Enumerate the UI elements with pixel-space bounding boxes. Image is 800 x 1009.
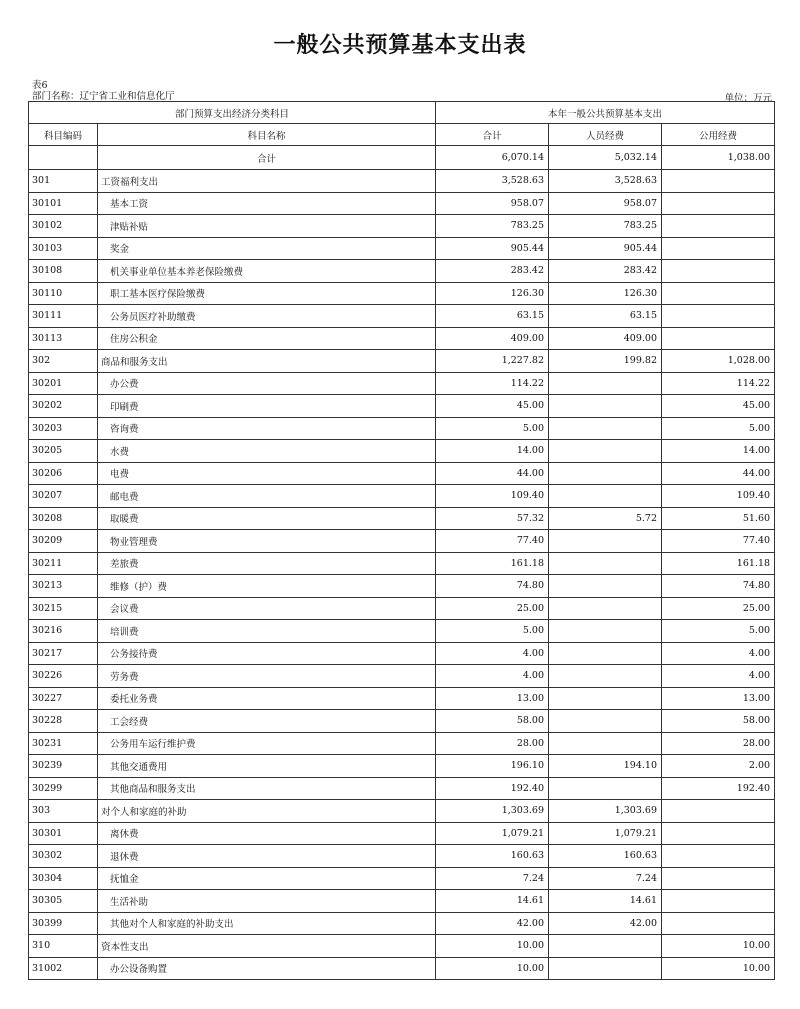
row-public: 10.00	[662, 957, 775, 980]
row-name: 离休费	[98, 822, 436, 845]
table-row	[29, 440, 775, 463]
row-name: 机关事业单位基本养老保险缴费	[98, 260, 436, 283]
row-public: 10.00	[662, 935, 775, 958]
row-personnel: 1,303.69	[549, 800, 662, 823]
row-code: 30110	[29, 282, 98, 305]
header-total: 合计	[436, 124, 549, 146]
table-row	[29, 372, 775, 395]
row-personnel	[549, 732, 662, 755]
row-total: 409.00	[436, 327, 549, 350]
row-name: 职工基本医疗保险缴费	[98, 282, 436, 305]
row-public: 109.40	[662, 485, 775, 508]
row-public: 25.00	[662, 597, 775, 620]
row-name: 公务接待费	[98, 642, 436, 665]
table-row	[29, 912, 775, 935]
table-row	[29, 552, 775, 575]
table-row	[29, 305, 775, 328]
row-public: 192.40	[662, 777, 775, 800]
row-code: 30202	[29, 395, 98, 418]
row-name: 培训费	[98, 620, 436, 643]
row-total: 14.00	[436, 440, 549, 463]
row-code: 310	[29, 935, 98, 958]
row-code: 30211	[29, 552, 98, 575]
row-public: 44.00	[662, 462, 775, 485]
row-public: 1,028.00	[662, 350, 775, 373]
total-personnel: 5,032.14	[549, 146, 662, 170]
table-row	[29, 867, 775, 890]
row-code: 30103	[29, 237, 98, 260]
row-name: 水费	[98, 440, 436, 463]
row-public	[662, 327, 775, 350]
table-row	[29, 530, 775, 553]
total-code	[29, 146, 98, 170]
row-personnel	[549, 552, 662, 575]
page-title: 一般公共预算基本支出表	[273, 33, 527, 58]
row-personnel: 283.42	[549, 260, 662, 283]
row-name: 其他商品和服务支出	[98, 777, 436, 800]
row-personnel: 42.00	[549, 912, 662, 935]
row-total: 1,303.69	[436, 800, 549, 823]
row-personnel	[549, 575, 662, 598]
row-name: 退休费	[98, 845, 436, 868]
row-personnel	[549, 935, 662, 958]
row-code: 30228	[29, 710, 98, 733]
row-total: 4.00	[436, 665, 549, 688]
row-total: 114.22	[436, 372, 549, 395]
row-public: 45.00	[662, 395, 775, 418]
row-total: 58.00	[436, 710, 549, 733]
row-personnel	[549, 372, 662, 395]
row-code: 30209	[29, 530, 98, 553]
row-total: 13.00	[436, 687, 549, 710]
table-row	[29, 170, 775, 193]
row-code: 30305	[29, 890, 98, 913]
row-name: 取暖费	[98, 507, 436, 530]
row-code: 30216	[29, 620, 98, 643]
row-personnel	[549, 642, 662, 665]
row-public	[662, 282, 775, 305]
table-row	[29, 485, 775, 508]
row-code: 30299	[29, 777, 98, 800]
row-name: 对个人和家庭的补助	[98, 800, 436, 823]
row-name: 抚恤金	[98, 867, 436, 890]
table-row	[29, 732, 775, 755]
row-code: 30208	[29, 507, 98, 530]
unit-label: 单位：万元	[724, 93, 772, 104]
row-code: 30101	[29, 192, 98, 215]
row-personnel: 3,528.63	[549, 170, 662, 193]
row-name: 商品和服务支出	[98, 350, 436, 373]
header-column-row	[29, 124, 775, 146]
row-name: 咨询费	[98, 417, 436, 440]
row-public: 2.00	[662, 755, 775, 778]
row-total: 5.00	[436, 417, 549, 440]
row-code: 30113	[29, 327, 98, 350]
row-public	[662, 822, 775, 845]
row-public: 58.00	[662, 710, 775, 733]
row-name: 维修（护）费	[98, 575, 436, 598]
row-public	[662, 192, 775, 215]
table-row	[29, 575, 775, 598]
row-name: 会议费	[98, 597, 436, 620]
row-code: 30108	[29, 260, 98, 283]
total-public: 1,038.00	[662, 146, 775, 170]
row-total: 5.00	[436, 620, 549, 643]
table-row	[29, 215, 775, 238]
row-code: 30201	[29, 372, 98, 395]
row-personnel	[549, 620, 662, 643]
row-code: 30227	[29, 687, 98, 710]
row-name: 公务员医疗补助缴费	[98, 305, 436, 328]
row-personnel	[549, 777, 662, 800]
table-row	[29, 687, 775, 710]
table-row	[29, 260, 775, 283]
table-row	[29, 462, 775, 485]
row-personnel: 14.61	[549, 890, 662, 913]
row-personnel: 199.82	[549, 350, 662, 373]
row-personnel	[549, 597, 662, 620]
table-row	[29, 395, 775, 418]
row-code: 30231	[29, 732, 98, 755]
row-public	[662, 800, 775, 823]
row-name: 基本工资	[98, 192, 436, 215]
table-row	[29, 755, 775, 778]
row-personnel: 63.15	[549, 305, 662, 328]
row-total: 25.00	[436, 597, 549, 620]
row-public	[662, 867, 775, 890]
row-public: 5.00	[662, 620, 775, 643]
table-row	[29, 665, 775, 688]
row-public: 5.00	[662, 417, 775, 440]
row-personnel	[549, 417, 662, 440]
row-name: 委托业务费	[98, 687, 436, 710]
row-public: 114.22	[662, 372, 775, 395]
row-code: 30207	[29, 485, 98, 508]
table-row	[29, 327, 775, 350]
row-total: 44.00	[436, 462, 549, 485]
row-code: 303	[29, 800, 98, 823]
row-total: 57.32	[436, 507, 549, 530]
table-row	[29, 957, 775, 980]
table-row	[29, 507, 775, 530]
row-name: 办公费	[98, 372, 436, 395]
row-total: 783.25	[436, 215, 549, 238]
table-row	[29, 777, 775, 800]
row-total: 905.44	[436, 237, 549, 260]
department-name: 部门名称：辽宁省工业和信息化厅	[32, 91, 175, 102]
table-row	[29, 642, 775, 665]
table-row	[29, 192, 775, 215]
header-code: 科目编码	[29, 124, 98, 146]
row-code: 301	[29, 170, 98, 193]
row-total: 192.40	[436, 777, 549, 800]
table-row	[29, 417, 775, 440]
row-code: 30239	[29, 755, 98, 778]
row-name: 奖金	[98, 237, 436, 260]
row-personnel: 958.07	[549, 192, 662, 215]
row-total: 74.80	[436, 575, 549, 598]
row-name: 电费	[98, 462, 436, 485]
row-personnel	[549, 395, 662, 418]
header-personnel: 人员经费	[549, 124, 662, 146]
row-public	[662, 260, 775, 283]
table-row	[29, 890, 775, 913]
row-public: 4.00	[662, 642, 775, 665]
row-personnel: 783.25	[549, 215, 662, 238]
header-classification-group: 部门预算支出经济分类科目	[29, 102, 436, 124]
row-name: 津贴补贴	[98, 215, 436, 238]
row-total: 10.00	[436, 935, 549, 958]
row-total: 42.00	[436, 912, 549, 935]
row-total: 109.40	[436, 485, 549, 508]
table-row	[29, 620, 775, 643]
row-total: 45.00	[436, 395, 549, 418]
row-personnel	[549, 665, 662, 688]
row-public: 77.40	[662, 530, 775, 553]
row-public	[662, 215, 775, 238]
row-name: 生活补助	[98, 890, 436, 913]
row-personnel: 5.72	[549, 507, 662, 530]
budget-table	[28, 101, 775, 980]
row-total: 10.00	[436, 957, 549, 980]
row-total: 28.00	[436, 732, 549, 755]
row-total: 4.00	[436, 642, 549, 665]
row-total: 77.40	[436, 530, 549, 553]
table-row	[29, 710, 775, 733]
header-name: 科目名称	[98, 124, 436, 146]
row-total: 283.42	[436, 260, 549, 283]
table-number: 表6	[32, 80, 48, 91]
row-personnel	[549, 710, 662, 733]
row-code: 31002	[29, 957, 98, 980]
row-code: 30226	[29, 665, 98, 688]
total-label: 合计	[98, 146, 436, 170]
row-personnel	[549, 462, 662, 485]
row-total: 1,227.82	[436, 350, 549, 373]
row-code: 30217	[29, 642, 98, 665]
row-code: 30205	[29, 440, 98, 463]
row-code: 30302	[29, 845, 98, 868]
table-row	[29, 822, 775, 845]
header-expenditure-group: 本年一般公共预算基本支出	[436, 102, 775, 124]
row-public: 74.80	[662, 575, 775, 598]
table-row	[29, 237, 775, 260]
row-public	[662, 912, 775, 935]
row-public: 51.60	[662, 507, 775, 530]
row-public	[662, 845, 775, 868]
row-public	[662, 237, 775, 260]
row-personnel: 1,079.21	[549, 822, 662, 845]
row-code: 30206	[29, 462, 98, 485]
row-name: 邮电费	[98, 485, 436, 508]
row-public: 28.00	[662, 732, 775, 755]
row-code: 30213	[29, 575, 98, 598]
row-name: 资本性支出	[98, 935, 436, 958]
row-code: 30301	[29, 822, 98, 845]
table-row	[29, 282, 775, 305]
row-public	[662, 305, 775, 328]
table-row	[29, 800, 775, 823]
header-group-row	[29, 102, 775, 124]
row-total: 160.63	[436, 845, 549, 868]
row-name: 住房公积金	[98, 327, 436, 350]
row-code: 30215	[29, 597, 98, 620]
row-public: 13.00	[662, 687, 775, 710]
header-public: 公用经费	[662, 124, 775, 146]
row-personnel: 409.00	[549, 327, 662, 350]
row-total: 196.10	[436, 755, 549, 778]
row-total: 3,528.63	[436, 170, 549, 193]
row-personnel	[549, 687, 662, 710]
total-amount: 6,070.14	[436, 146, 549, 170]
row-personnel	[549, 530, 662, 553]
row-total: 161.18	[436, 552, 549, 575]
row-personnel	[549, 957, 662, 980]
row-total: 14.61	[436, 890, 549, 913]
row-personnel: 160.63	[549, 845, 662, 868]
row-name: 劳务费	[98, 665, 436, 688]
row-public: 161.18	[662, 552, 775, 575]
row-total: 126.30	[436, 282, 549, 305]
row-public	[662, 890, 775, 913]
row-public: 4.00	[662, 665, 775, 688]
row-personnel: 7.24	[549, 867, 662, 890]
row-personnel: 194.10	[549, 755, 662, 778]
row-name: 印刷费	[98, 395, 436, 418]
row-personnel: 905.44	[549, 237, 662, 260]
row-personnel	[549, 485, 662, 508]
row-name: 物业管理费	[98, 530, 436, 553]
table-row	[29, 935, 775, 958]
row-public: 14.00	[662, 440, 775, 463]
row-personnel: 126.30	[549, 282, 662, 305]
row-public	[662, 170, 775, 193]
row-total: 7.24	[436, 867, 549, 890]
total-row	[29, 146, 775, 170]
row-name: 其他交通费用	[98, 755, 436, 778]
row-personnel	[549, 440, 662, 463]
row-name: 公务用车运行维护费	[98, 732, 436, 755]
table-row	[29, 845, 775, 868]
row-code: 302	[29, 350, 98, 373]
table-row	[29, 350, 775, 373]
table-row	[29, 597, 775, 620]
row-code: 30102	[29, 215, 98, 238]
row-total: 1,079.21	[436, 822, 549, 845]
row-total: 958.07	[436, 192, 549, 215]
row-code: 30111	[29, 305, 98, 328]
row-code: 30203	[29, 417, 98, 440]
row-name: 工会经费	[98, 710, 436, 733]
row-name: 工资福利支出	[98, 170, 436, 193]
row-name: 办公设备购置	[98, 957, 436, 980]
row-name: 差旅费	[98, 552, 436, 575]
row-code: 30399	[29, 912, 98, 935]
row-code: 30304	[29, 867, 98, 890]
row-total: 63.15	[436, 305, 549, 328]
row-name: 其他对个人和家庭的补助支出	[98, 912, 436, 935]
